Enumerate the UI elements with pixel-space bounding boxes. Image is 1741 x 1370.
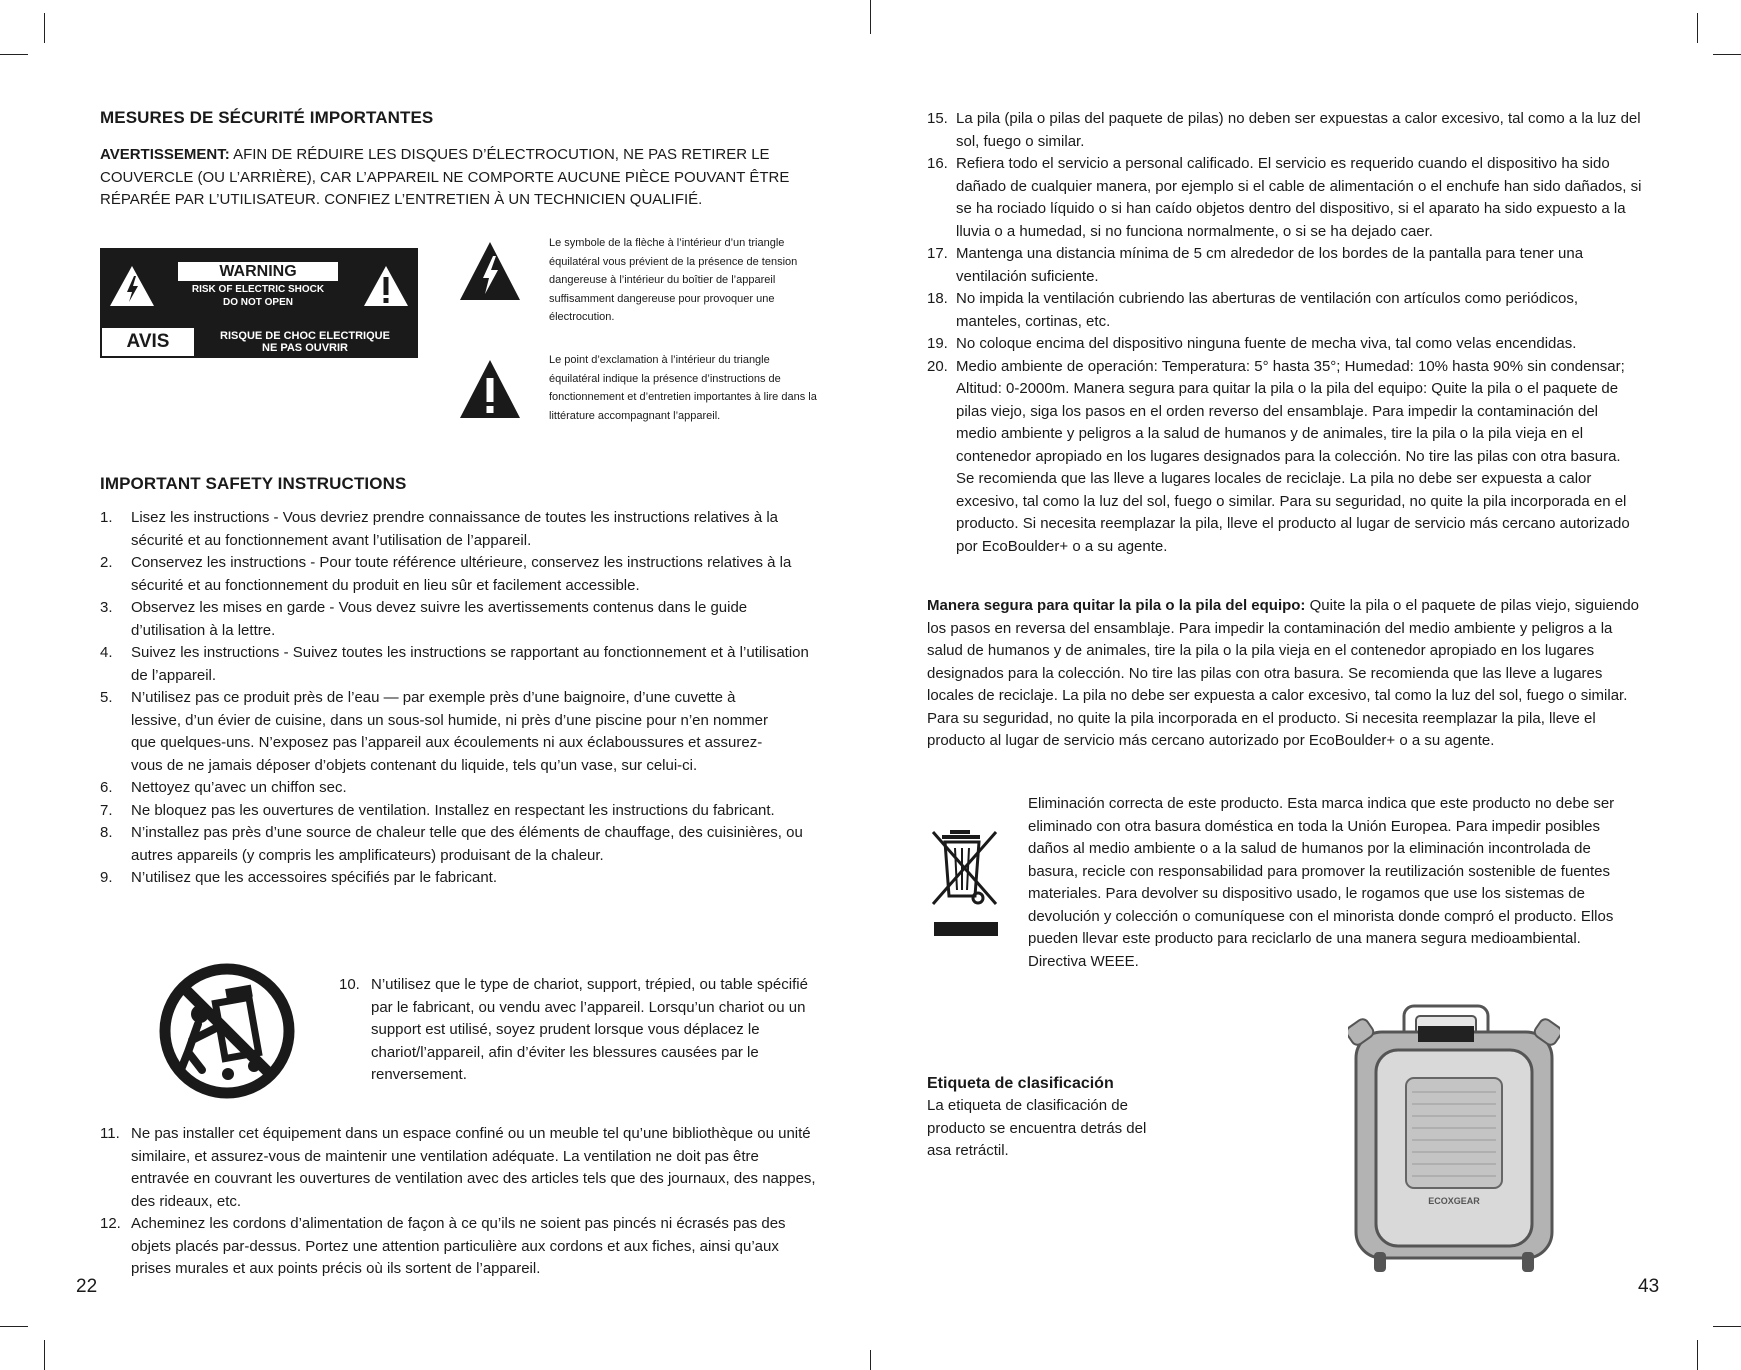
list-item: 1. Lisez les instructions - Vous devriez prendre connaissance de toutes les instructions relatives à la sécurité et au fonctionnement avant l’utilisation de l’appareil. (100, 509, 778, 549)
warning-sub-line: RISK OF ELECTRIC SHOCK (191, 284, 325, 295)
avis-subtitle (194, 328, 416, 356)
list-item: 3. Observez les mises en garde - Vous devez suivre les avertissements contenus dans le guide d’utilisation à la lettre. (100, 599, 748, 639)
avis-label: AVIS (126, 331, 170, 352)
list-item: 11. Ne pas installer cet équipement dans un espace confiné ou un meuble tel qu’une bibliothèque ou unité similaire, et assurez-vous de maintenir une ventilation adéquate. La ventilation ne doit pas être entravée en couvrant les ouvertures de ventilation avec des articles tels que des journaux, des nappes, des rideaux, etc. (100, 1125, 816, 1210)
crop-mark (1713, 1326, 1741, 1327)
page-number: 22 (76, 1276, 98, 1297)
page-title: MESURES DE SÉCURITÉ IMPORTANTES (100, 108, 434, 127)
list-item: 10. N’utilisez que le type de chariot, support, trépied, ou table spécifié par le fabricant, ou vendu avec l’appareil. Lorsqu’un chariot ou un support est utilisé, soyez prudent lorsque vous déplacez le chariot/l’appareil, afin d’éviter les blessures causées par le renversement. (339, 976, 808, 1083)
speaker-product-illustration (1348, 1002, 1560, 1274)
crop-mark (0, 54, 28, 55)
warning-text: AFIN DE RÉDUIRE LES DISQUES D’ÉLECTROCUTION, NE PAS RETIRER LE COUVERCLE (OU L’ARRIÈRE), CAR L’APPAREIL NE COMPORTE AUCUNE PIÈCE POUVANT ÊTRE RÉPARÉE PAR L’UTILISATEUR. CONFIEZ L’ENTRETIEN À UN TECHNICIEN QUALIFIÉ. (100, 146, 790, 208)
lightning-triangle-icon (458, 240, 522, 302)
instruction-list (927, 108, 1642, 558)
lightning-symbol-text: Le symbole de la flèche à l’intérieur d’un triangle équilatéral vous prévient de la présence de tension dangereuse à l’intérieur du boîtier de l’appareil suffisamment dangereuse pour provoquer une électrocution. (549, 237, 798, 323)
weee-crossed-bin-icon (930, 826, 1002, 938)
item-10 (339, 974, 819, 1087)
list-item: 5. N’utilisez pas ce produit près de l’eau — par exemple près d’une baignoire, d’une cuvette à lessive, d’un évier de cuisine, dans un sous-sol humide, ni près d’une piscine pour n’en nommer que quelques-uns. N’exposez pas l’appareil aux écoulements ni aux éclaboussures et assurez-vous de ne jamais déposer d’objets contenant du liquide, tels qu’un vase, sur celui-ci. (100, 689, 769, 774)
exclamation-triangle-icon (362, 264, 410, 308)
list-item: 8. N’installez pas près d’une source de chaleur telle que des éléments de chauffage, des cuisinières, ou autres appareils (y compris les amplificateurs) produisant de la chaleur. (100, 824, 803, 864)
crop-mark (0, 1326, 28, 1327)
rating-label-section (927, 1073, 1157, 1163)
section-title: IMPORTANT SAFETY INSTRUCTIONS (100, 474, 407, 493)
instruction-list (339, 974, 819, 1087)
warning-subtitle (178, 283, 338, 309)
crop-mark (44, 13, 45, 43)
warning-sub-line: DO NOT OPEN (222, 297, 293, 308)
instructions-continued (100, 1123, 818, 1281)
list-item: 17. Mantenga una distancia mínima de 5 cm alrededor de los bordes de la pantalla para tener una ventilación suficiente. (927, 245, 1584, 285)
exclamation-symbol-text: Le point d’exclamation à l’intérieur du triangle équilatéral indique la présence d’instructions de fonctionnement et d’entretien importantes à lire dans la littérature accompagnant l’appareil. (549, 354, 817, 422)
list-item: 18. No impida la ventilación cubriendo las aberturas de ventilación con artículos como periódicos, manteles, cortinas, etc. (927, 290, 1579, 330)
crop-mark (870, 1350, 871, 1370)
removal-label: Manera segura para quitar la pila o la pila del equipo: (927, 597, 1306, 614)
battery-removal-paragraph (927, 595, 1642, 753)
warning-label: AVERTISSEMENT: (100, 146, 230, 163)
list-item: 2. Conservez les instructions - Pour toute référence ultérieure, conservez les instructions relatives à la sécurité et au fonctionnement du produit en lieu sûr et facilement accessible. (100, 554, 792, 594)
crop-mark (1697, 13, 1698, 43)
list-item: 19. No coloque encima del dispositivo ninguna fuente de mecha viva, tal como velas encendidas. (927, 335, 1577, 352)
crop-mark (1713, 54, 1741, 55)
weee-text: Eliminación correcta de este producto. Esta marca indica que este producto no debe ser eliminado con otra basura doméstica en toda la Unión Europea. Para impedir posibles daños al medio ambiente o a la salud de humanos por la eliminación incontrolada de basura, recicle con responsabilidad para promover la reutilización sostenible de fuentes materiales. Para devolver su dispositivo usado, le rogamos que use los sistemas de devolución y colección o comuníquese con el minorista donde compró el producto. Ellos pueden llevar este producto para reciclarlo de una manera segura medioambiental. Directiva WEEE. (1028, 795, 1615, 970)
avis-sub-line: NE PAS OUVRIR (262, 342, 348, 354)
warning-title: WARNING (178, 262, 338, 281)
crop-mark (1697, 1340, 1698, 1370)
list-item: 12. Acheminez les cordons d’alimentation de façon à ce qu’ils ne soient pas pincés ni écrasés pas des objets placés par-dessus. Portez une attention particulière aux cordons et aux fiches, ainsi qu’aux prises murales et aux points précis où ils sortent de l’appareil. (100, 1215, 786, 1277)
crop-mark (870, 0, 871, 34)
right-page-list (927, 108, 1642, 558)
crop-mark (44, 1340, 45, 1370)
list-item: 9. N’utilisez que les accessoires spécifiés par le fabricant. (100, 869, 497, 886)
product-brand-text: ECOXGEAR (1428, 1196, 1480, 1206)
page-number: 43 (1638, 1276, 1660, 1297)
list-item: 15. La pila (pila o pilas del paquete de pilas) no deben ser expuestas a calor excesivo, tal como a la luz del sol, fuego o similar. (927, 110, 1641, 150)
warning-label-top (102, 250, 416, 328)
list-item: 16. Refiera todo el servicio a personal calificado. El servicio es requerido cuando el dispositivo ha sido dañado de cualquier manera, por ejemplo si el cable de alimentación o el enchufe han sido dañados, si se ha rociado líquido o si han caído objetos dentro del dispositivo, si el aparato ha sido expuesto a la lluvia o a humedad, si no funciona normalmente, o si se ha dejado caer. (927, 155, 1642, 240)
left-page-header (100, 108, 818, 212)
warning-label-graphic (100, 248, 418, 358)
list-item: 7. Ne bloquez pas les ouvertures de ventilation. Installez en respectant les instructions du fabricant. (100, 801, 775, 819)
exclamation-triangle-icon (458, 358, 522, 420)
avis-sub-line: RISQUE DE CHOC ELECTRIQUE (220, 330, 390, 342)
warning-paragraph (100, 144, 818, 212)
cart-tip-over-warning-icon (158, 962, 296, 1100)
list-item: 20. Medio ambiente de operación: Temperatura: 5° hasta 35°; Humedad: 10% hasta 90% sin condensar; Altitud: 0-2000m. Manera segura para quitar la pila o la pila del equipo: Quite la pila o el paquete de pilas viejo, siga los pasos en el orden reverso del ensamblaje. Para impedir la contaminación del medio ambiente y peligros a la salud de humanos y de animales, tire la pila o la pila vieja en el contenedor apropiado en los lugares designados para la colección. No tire las pilas con otra basura. Se recomienda que las lleve a lugares locales de reciclaje. La pila no debe ser expuesta a calor excesivo, tal como la luz del sol, fuego o similar. Para su seguridad, no quite la pila incorporada en el producto. Si necesita reemplazar la pila, lleve el producto al lugar de servicio más cercano autorizado por EcoBoulder+ o a su agente. (927, 357, 1630, 555)
lightning-triangle-icon (108, 264, 156, 308)
rating-text: La etiqueta de clasificación de producto se encuentra detrás del asa retráctil. (927, 1097, 1147, 1159)
removal-text: Quite la pila o el paquete de pilas viejo, siguiendo los pasos en reversa del ensamblaje. Para impedir la contaminación del medio ambiente y peligros a la salud de humanos y de animales, tire la pila o la pila vieja en el contenedor apropiado en los lugares designados para la colección. No tire las pilas con otra basura. Se recomienda que las lleve a lugares locales de reciclaje. La pila no debe ser expuesta a calor excesivo, tal como la luz del sol, fuego o similar. Para su seguridad, no quite la pila incorporada en el producto. Si necesita reemplazar la pila, lleve el producto al lugar de servicio más cercano autorizado por EcoBoulder+ o a su agente. (927, 597, 1640, 749)
instruction-list (100, 507, 818, 890)
list-item: 4. Suivez les instructions - Suivez toutes les instructions se rapportant au fonctionnement et à l’utilisation de l’appareil. (100, 644, 809, 684)
safety-instructions (100, 474, 818, 890)
list-item: 6. Nettoyez qu’avec un chiffon sec. (100, 779, 347, 796)
rating-title: Etiqueta de clasificación (927, 1075, 1114, 1092)
instruction-list (100, 1123, 818, 1281)
